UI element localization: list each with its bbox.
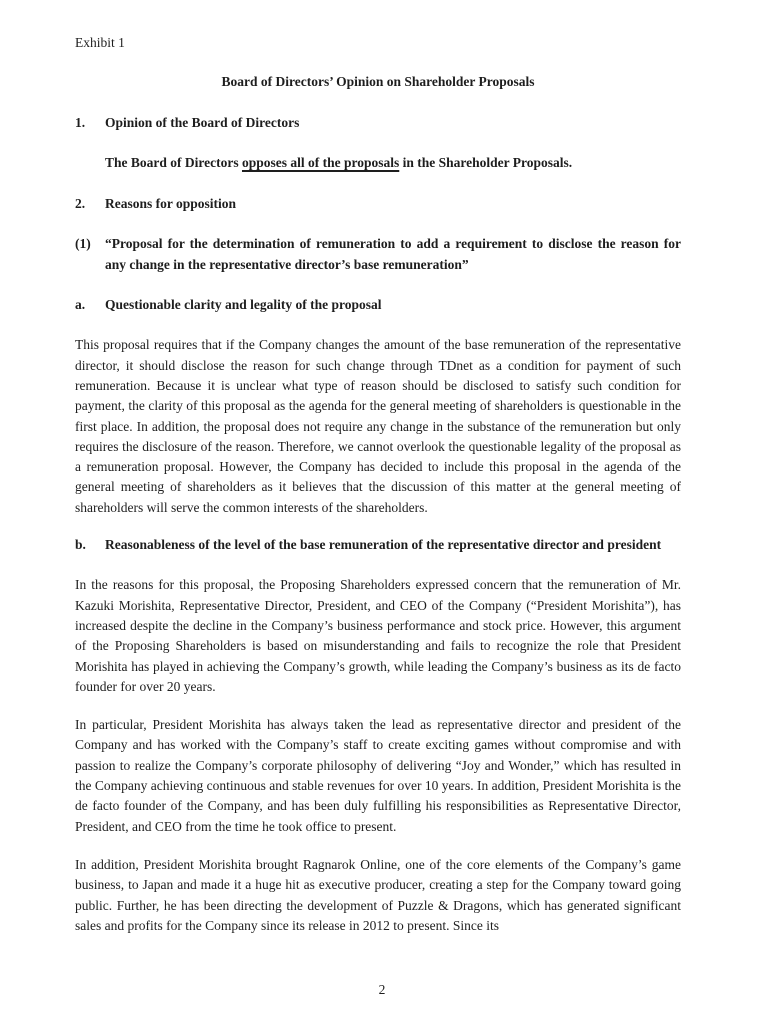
section-1-number: 1.	[75, 114, 86, 130]
section-1-heading-row	[75, 113, 681, 133]
page-number: 2	[378, 982, 386, 997]
exhibit-label: Exhibit 1	[75, 35, 125, 50]
section-2-heading-row	[75, 194, 681, 214]
item-b-paragraph-1: In the reasons for this proposal, the Proposing Shareholders expressed concern that the remuneration of Mr. Kazuki Morishita, Representative Director, President, and CEO of the Company (“President Morishita”), has increased despite the decline in the Company’s business performance and stock price. However, this argument of the Proposing Shareholders is based on misunderstanding and fails to recognize the role that President Morishita has played in achieving the Company’s growth, while leading the Company’s business as its de facto founder for over 20 years.	[75, 577, 681, 694]
proposal-1-number: (1)	[75, 236, 91, 252]
item-b-number: b.	[75, 537, 86, 553]
statement-suffix: in the Shareholder Proposals.	[399, 154, 573, 170]
board-opinion-statement	[105, 153, 681, 173]
item-a-heading: Questionable clarity and legality of the proposal	[105, 297, 382, 313]
item-a-heading-row	[75, 295, 681, 315]
proposal-1-heading: “Proposal for the determination of remuneration to add a requirement to disclose the reason for any change in the representative director’s base remuneration”	[105, 236, 681, 272]
underlined-phrase: opposes all of the proposals	[241, 154, 400, 170]
item-b-heading-row	[75, 535, 681, 555]
item-b-paragraph-2: In particular, President Morishita has always taken the lead as representative director and president of the Company and has worked with the Company’s staff to create exciting games without compromise and with passion to realize the Company’s corporate philosophy of delivering “Joy and Wonder,” which has resulted in the Company achieving continuous and stable revenues for over 10 years. In addition, President Morishita is the de facto founder of the Company, and has been duly fulfilling his responsibilities as Representative Director, President, and CEO from the time he took office to present.	[75, 717, 681, 834]
document-title: Board of Directors’ Opinion on Shareholder Proposals	[221, 74, 535, 90]
section-2-number: 2.	[75, 196, 86, 212]
section-1-heading: Opinion of the Board of Directors	[105, 114, 300, 130]
item-b-paragraph-3: In addition, President Morishita brought Ragnarok Online, one of the core elements of the Company’s game business, to Japan and made it a huge hit as executive producer, creating a step for the Company toward going public. Further, he has been directing the development of Puzzle & Dragons, which has generated significant sales and profits for the Company since its release in 2012 to present. Since its	[75, 856, 681, 933]
item-a-paragraph-1: This proposal requires that if the Company changes the amount of the base remuneration of the representative director, it should disclose the reason for such change through TDnet as a condition for payment of such remuneration. Because it is unclear what type of reason should be disclosed to satisfy such condition for payment, the clarity of this proposal as the agenda for the general meeting of shareholders is questionable in the first place. In addition, the proposal does not require any change in the substance of the remuneration but only requires the disclosure of the reason. Therefore, we cannot overlook the questionable legality of the proposal as a remuneration proposal. However, the Company has decided to include this proposal in the agenda of the general meeting of shareholders as it believes that the discussion of this matter at the general meeting of shareholders will serve the common interests of the shareholders.	[75, 337, 681, 515]
section-2-heading: Reasons for opposition	[105, 196, 237, 212]
statement-prefix: The Board of Directors	[105, 154, 242, 170]
item-a-number: a.	[75, 297, 86, 313]
proposal-1-heading-row	[75, 234, 681, 275]
item-b-heading: Reasonableness of the level of the base remuneration of the representative director and president	[105, 537, 662, 553]
